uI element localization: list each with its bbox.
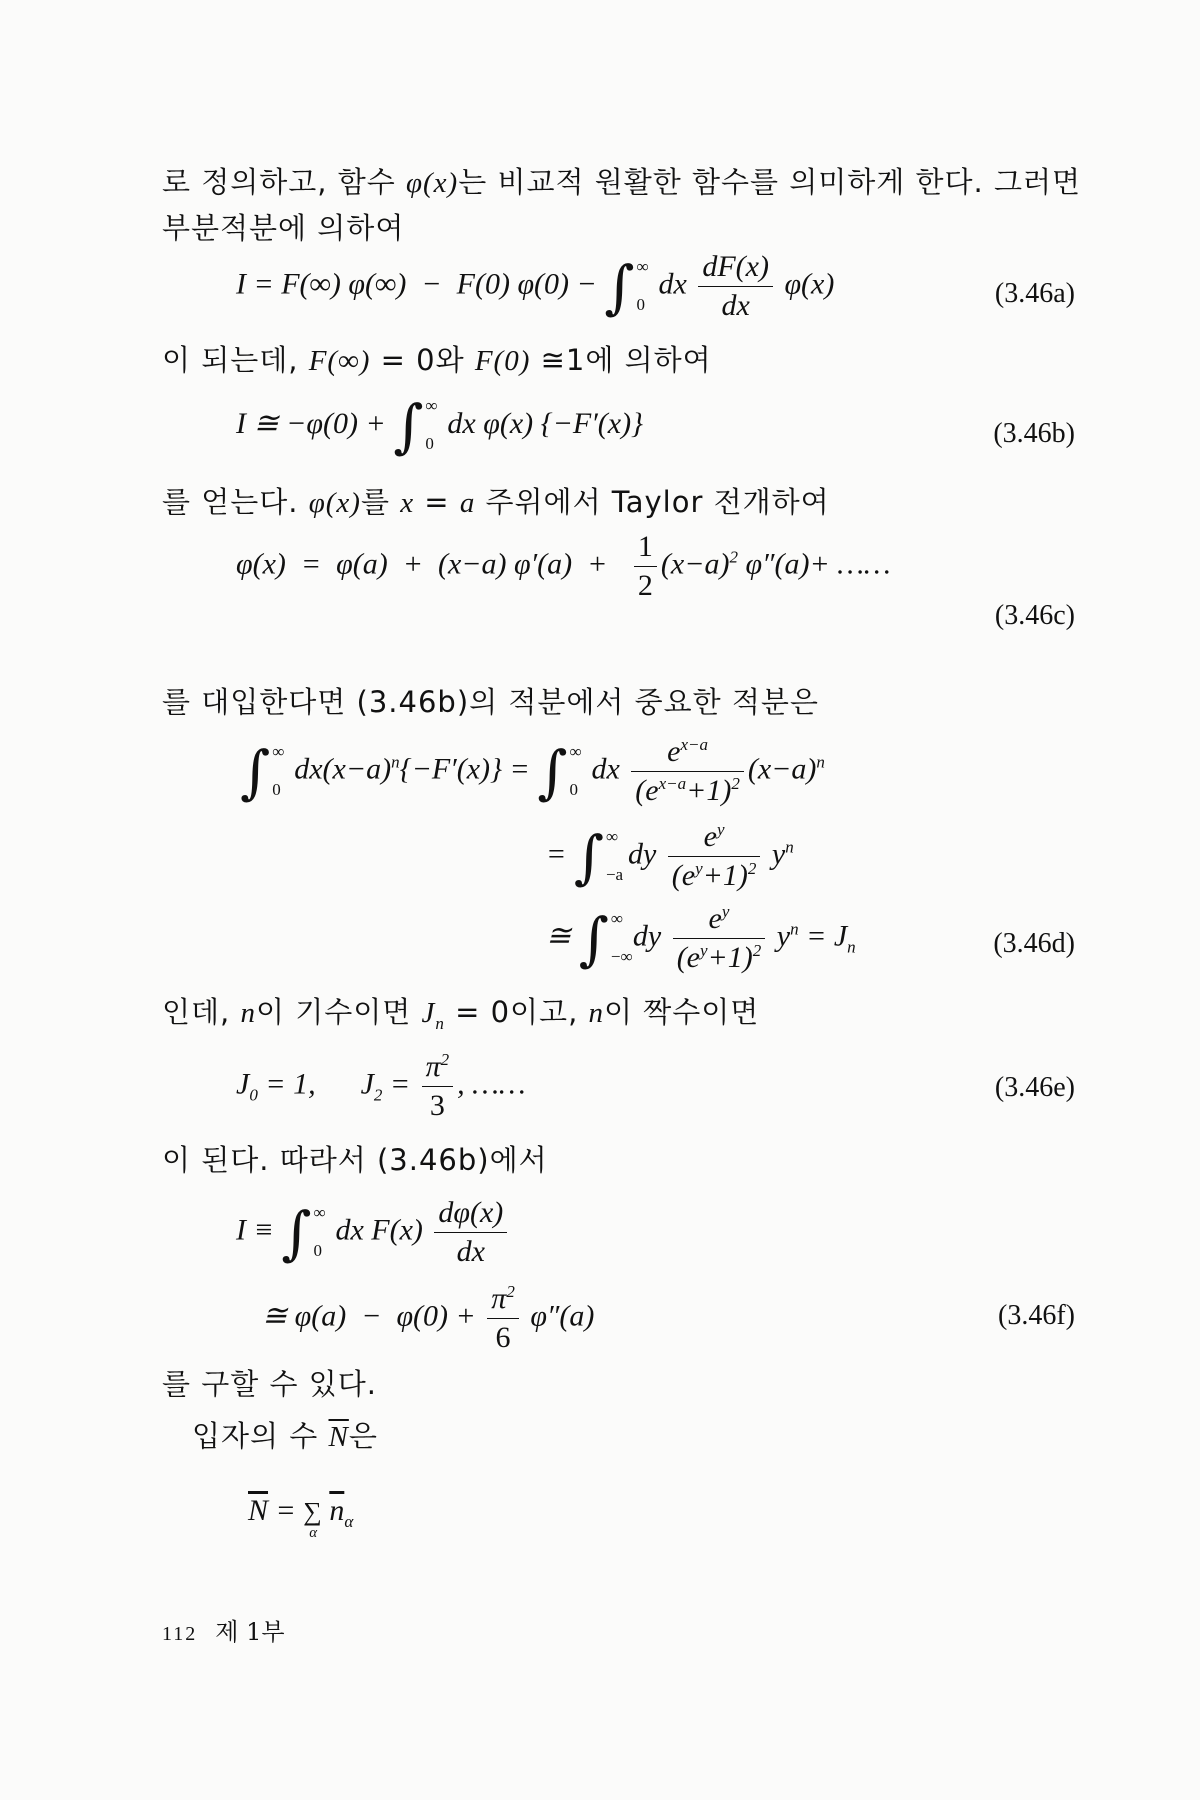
equation-number: (3.46a) — [994, 278, 1075, 309]
text-segment: 는 비교적 원활한 함수를 의미하게 한다. 그러면 — [458, 165, 1082, 199]
math-a: a — [459, 487, 476, 519]
paragraph-line-2: 부분적분에 의하여 — [162, 211, 405, 245]
math-n: n — [240, 997, 256, 1029]
equation-number: (3.46f) — [998, 1300, 1075, 1331]
equation-3-46f-line-1: I ≡ ∫ ∞ 0 dx F(x) $\frac{d\varphi(x)}{dx}$ — [236, 1196, 511, 1269]
text-segment: 로 정의하고, 함수 — [162, 165, 406, 199]
equation-number: (3.46d) — [993, 928, 1075, 959]
text-segment: = 0와 — [370, 343, 475, 377]
paragraph-line-9 — [192, 1414, 378, 1455]
text-segment: 이 기수이면 — [255, 995, 422, 1029]
equation-number: (3.46b) — [993, 418, 1075, 449]
equation-3-46e: $J_0 = 1$, $J_2$ = $\frac{\pi^2}{3}$ , …… — [236, 1050, 526, 1122]
text-segment: 를 — [360, 485, 401, 519]
math-phi-x: φ(x) — [308, 487, 361, 519]
part-label: 제 1부 — [215, 1618, 285, 1646]
math-F-0: F(0) — [474, 345, 531, 377]
text-segment: 이 되는데, — [162, 343, 309, 377]
math-J-n: $J_n$ — [421, 997, 445, 1033]
paragraph-line-3 — [162, 338, 712, 379]
text-segment: ≅1에 의하여 — [530, 343, 712, 377]
equation-N-bar-sum: $\overline{N}$ = ∑ α $\overline{n}_\alpha$ — [248, 1494, 354, 1541]
math-n: n — [588, 997, 605, 1029]
equation-number: (3.46c) — [994, 600, 1075, 631]
text-segment: 입자의 수 — [192, 1419, 329, 1453]
paragraph-line-7: 이 된다. 따라서 (3.46b)에서 — [162, 1143, 548, 1177]
paragraph-line-4 — [162, 480, 830, 521]
paragraph-line-5: 를 대입한다면 (3.46b)의 적분에서 중요한 적분은 — [162, 685, 819, 719]
equation-3-46b: I ≅ −φ(0) + ∫ ∞ 0 dx φ(x) {−F′(x)} — [236, 392, 644, 460]
math-N-bar: $\overline{N}$ — [328, 1421, 349, 1453]
text-segment: = — [414, 485, 460, 519]
text-segment: 를 얻는다. — [162, 485, 309, 519]
math-F-inf: F(∞) — [308, 345, 371, 377]
equation-3-46a: I = F(∞) φ(∞) − F(0) φ(0) − ∫ ∞ 0 dx $\frac{dF(x)}{dx}$ φ(x) — [236, 250, 835, 322]
math-x: x — [400, 487, 415, 519]
paragraph-line-6 — [162, 990, 759, 1031]
text-segment: = 0이고, — [444, 995, 589, 1029]
equation-3-46d-line-1: ∫ ∞ 0 $dx(x-a)^n\{-F'(x)\}$ = ∫ ∞ 0 dx $\frac{e^{x-a}}{(e^{x-a}+1)^2}$ $(x-a)^n$ — [240, 735, 825, 807]
equation-3-46f-line-2: ≅ φ(a) − φ(0) + $\frac{\pi^2}{6}$ φ″(a) — [262, 1282, 595, 1354]
math-phi-x: φ(x) — [405, 167, 459, 199]
equation-number: (3.46e) — [994, 1072, 1075, 1103]
paragraph-line-1 — [162, 160, 1081, 201]
text-segment: 이 짝수이면 — [604, 995, 760, 1029]
paragraph-line-8: 를 구할 수 있다. — [162, 1367, 377, 1401]
text-segment: 은 — [348, 1419, 378, 1453]
equation-3-46c: φ(x) = φ(a) + (x−a) φ′(a) + $\frac{1}{2}$ $(x-a)^2$ φ″(a)+ …… — [236, 530, 891, 602]
text-segment: 인데, — [162, 995, 241, 1029]
page-number: 112 — [162, 1623, 198, 1645]
equation-3-46d-line-3: ≅ ∫ ∞ −∞ dy $\frac{e^y}{(e^y+1)^2}$ $y^n = J_n$ — [546, 902, 856, 974]
page-footer — [162, 1612, 285, 1647]
text-segment: 주위에서 Taylor 전개하여 — [475, 485, 830, 519]
equation-3-46d-line-2: = ∫ ∞ −a dy $\frac{e^y}{(e^y+1)^2}$ $y^n$ — [546, 820, 794, 892]
